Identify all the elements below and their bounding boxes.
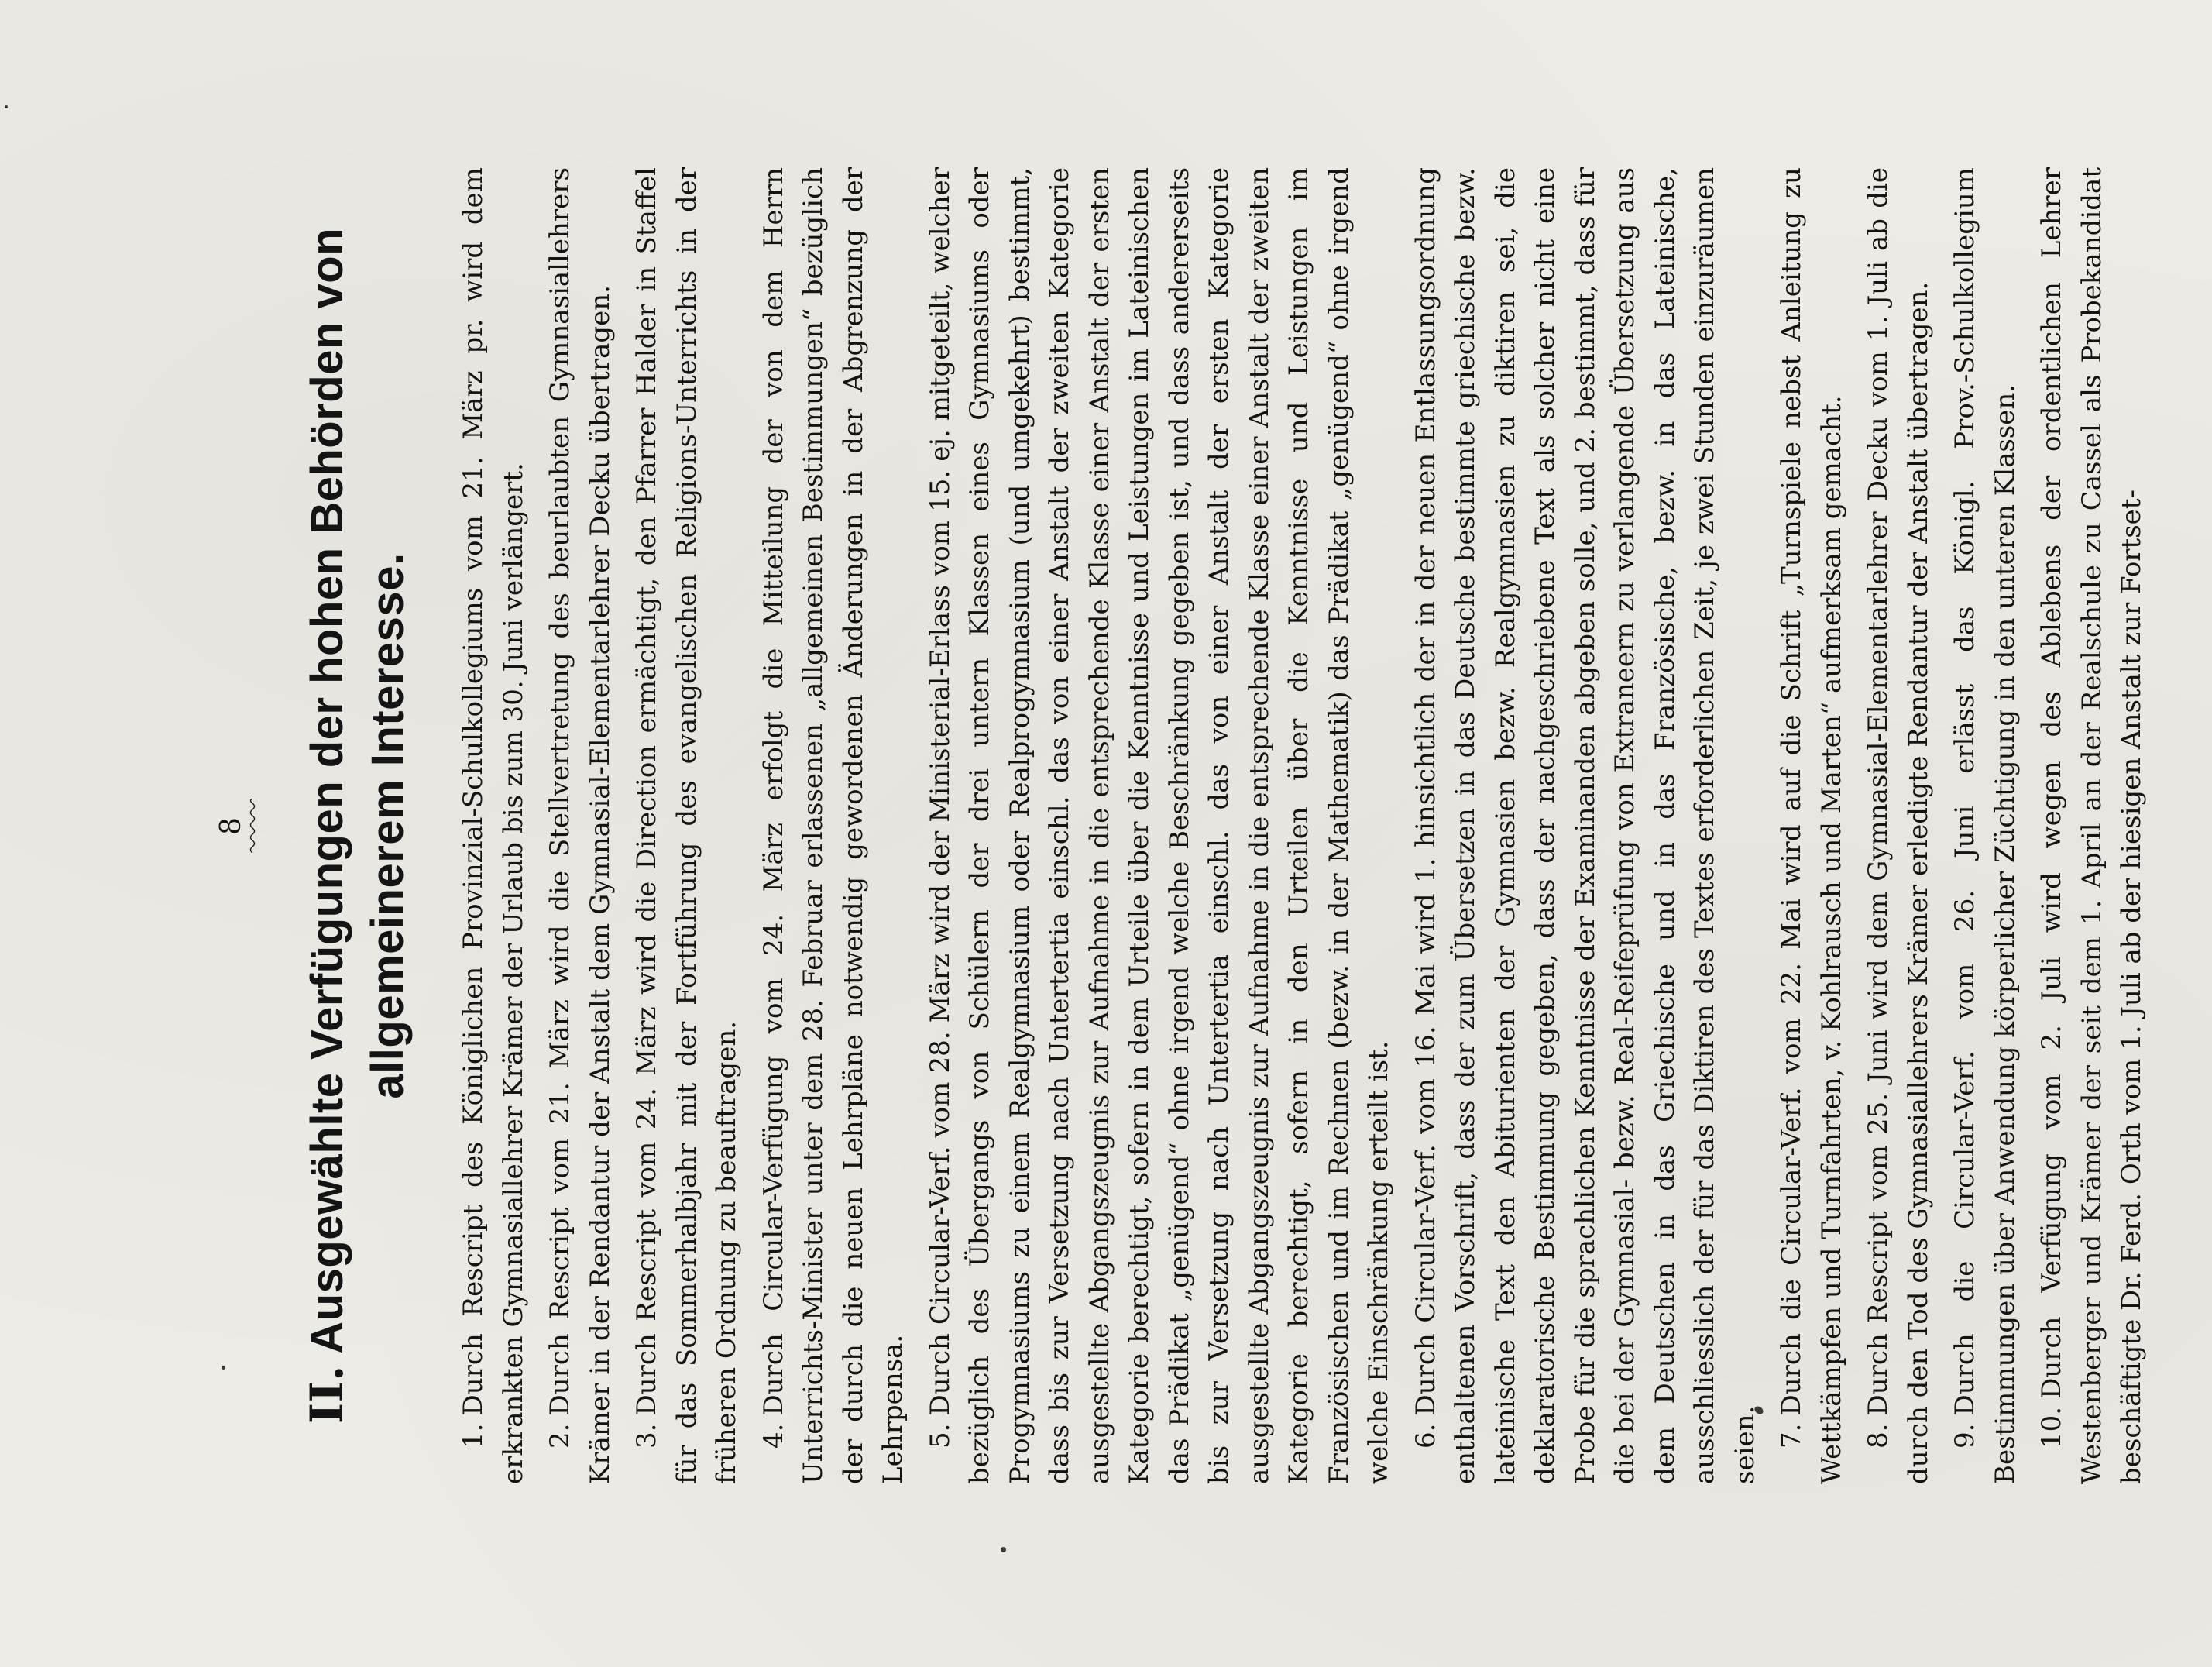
paragraph xyxy=(1407,167,1766,1484)
section-number: II. xyxy=(301,1365,353,1425)
paragraph-number: 10. xyxy=(2036,1406,2067,1449)
paragraph-text: Durch die Circular-Verf. vom 26. Juni erlässt das Königl. Prov.-Schulkollegium Bestimmungen über Anwendung körperlicher Züchtigung in den unteren Klassen. xyxy=(1949,167,2021,1484)
paragraph-text: Durch Circular-Verfügung vom 24. März erfolgt die Mitteilung der von dem Herrn Unterrichts-Minister unter dem 28. Februar erlassenen „allgemeinen Bestimmungen“ bezüglich der durch die neuen Lehrpläne notwendig gewordenen Änderungen in der Abgrenzung der Lehrpensa. xyxy=(757,167,908,1484)
paragraph xyxy=(1946,167,2025,1484)
paragraph xyxy=(541,167,620,1484)
section-title xyxy=(297,167,418,1484)
ink-speck xyxy=(5,105,8,108)
paragraph-number: 5. xyxy=(924,1423,956,1449)
paragraph xyxy=(1859,167,1939,1484)
rotated-document-page xyxy=(115,136,2147,1531)
paragraph-number: 6. xyxy=(1410,1423,1441,1449)
paragraph-number: 3. xyxy=(631,1423,662,1449)
paragraph xyxy=(1772,167,1852,1484)
paragraph-text: Durch Rescript vom 25. Juni wird dem Gymnasial-Elementarlehrer Decku vom 1. Juli ab die durch den Tod des Gymnasiallehrers Krämer erledigte Rendantur der Anstalt übertragen. xyxy=(1863,167,1934,1484)
paragraph-number: 1. xyxy=(458,1423,489,1449)
paragraph-text: Durch Rescript des Königlichen Provinzial-Schulkollegiums vom 21. März pr. wird dem erkrankten Gymnasiallehrer Krämer der Urlaub bis zum 30. Juni verlängert. xyxy=(458,167,529,1484)
paragraph-list xyxy=(454,167,2152,1484)
paragraph-text: Durch Rescript vom 21. März wird die Stellvertretung des beurlaubten Gymnasiallehrers Krämer in der Rendantur der Anstalt dem Gymnasial-Elementarlehrer Decku übertragen. xyxy=(544,167,616,1484)
paragraph-number: 9. xyxy=(1949,1423,1980,1449)
section-title-text: Ausgewählte Verfügungen der hohen Behörden von allgemeinerem Interesse. xyxy=(302,227,413,1354)
paragraph-number: 8. xyxy=(1863,1423,1894,1449)
ink-speck xyxy=(1001,1547,1006,1552)
paragraph xyxy=(2032,167,2152,1484)
paragraph xyxy=(754,167,914,1484)
paragraph-number: 7. xyxy=(1776,1423,1807,1449)
page-number: 8 xyxy=(215,816,247,835)
paragraph xyxy=(921,167,1400,1484)
paragraph-text: Durch Rescript vom 24. März wird die Direction ermächtigt, den Pfarrer Halder in Staffel für das Sommerhalbjahr mit der Fortführung des evangelischen Religions-Unterrichts in der früheren Ordnung zu beauftragen. xyxy=(631,167,742,1484)
paragraph xyxy=(454,167,534,1484)
paragraph-text: Durch Circular-Verf. vom 28. März wird der Ministerial-Erlass vom 15. ej. mitgeteilt, welcher bezüglich des Übergangs von Schülern der drei untern Klassen eines Gymnasiums oder Progymnasiums zu einem Realgymnasium oder Realprogymnasium (und umgekehrt) bestimmt, dass bis zur Versetzung nach Untertertia einschl. das von einer Anstalt der zweiten Kategorie ausgestellte Abgangszeugnis zur Aufnahme in die entsprechende Klasse einer Anstalt der ersten Kategorie berechtigt, sofern in dem Urteile über die Kenntnisse und Leistungen im Lateinischen das Prädikat „genügend“ ohne irgend welche Beschränkung gegeben ist, und dass andererseits bis zur Versetzung nach Untertertia einschl. das von einer Anstalt der ersten Kategorie ausgestellte Abgangszeugnis zur Aufnahme in die entsprechende Klasse einer Anstalt der zweiten Kategorie berechtigt, sofern in den Urteilen über die Kenntnisse und Leistungen im Französischen und im Rechnen (bezw. in der Mathematik) das Prädikat „genügend“ ohne irgend welche Einschränkung erteilt ist. xyxy=(924,167,1394,1484)
paragraph-number: 2. xyxy=(544,1423,575,1449)
paragraph-number: 4. xyxy=(757,1423,789,1449)
decorative-wave-rule xyxy=(249,799,256,853)
paragraph-text: Durch Verfügung vom 2. Juli wird wegen des Ablebens der ordentlichen Lehrer Westenberger und Krämer der seit dem 1. April an der Realschule zu Cassel als Probekandidat beschäftigte Dr. Ferd. Orth vom 1. Juli ab der hiesigen Anstalt zur Fortset- xyxy=(2036,167,2147,1484)
paragraph-text: Durch die Circular-Verf. vom 22. Mai wird auf die Schrift „Turnspiele nebst Anleitung zu Wettkämpfen und Turnfahrten, v. Kohlrausch und Marten“ aufmerksam gemacht. xyxy=(1776,167,1847,1484)
paragraph xyxy=(627,167,747,1484)
paragraph-text: Durch Circular-Verf. vom 16. Mai wird 1. hinsichtlich der in der neuen Entlassungsordnung enthaltenen Vorschrift, dass der zum Übersetzen in das Deutsche bestimmte griechische bezw. lateinische Text den Abiturienten der Gymnasien bezw. Realgymnasien zu diktiren sei, die deklaratorische Bestimmung gegeben, dass der nachgeschriebene Text als solcher nicht eine Probe für die sprachlichen Kenntnisse der Examinanden abgeben solle, und 2. bestimmt, dass für die bei der Gymnasial- bezw. Real-Reifeprüfung von Extraneern zu verlangende Übersetzung aus dem Deutschen in das Griechische und in das Französische, bezw. in das Lateinische, ausschliesslich der für das Diktiren des Textes erforderlichen Zeit, je zwei Stunden einzuräumen seien. xyxy=(1410,167,1760,1484)
